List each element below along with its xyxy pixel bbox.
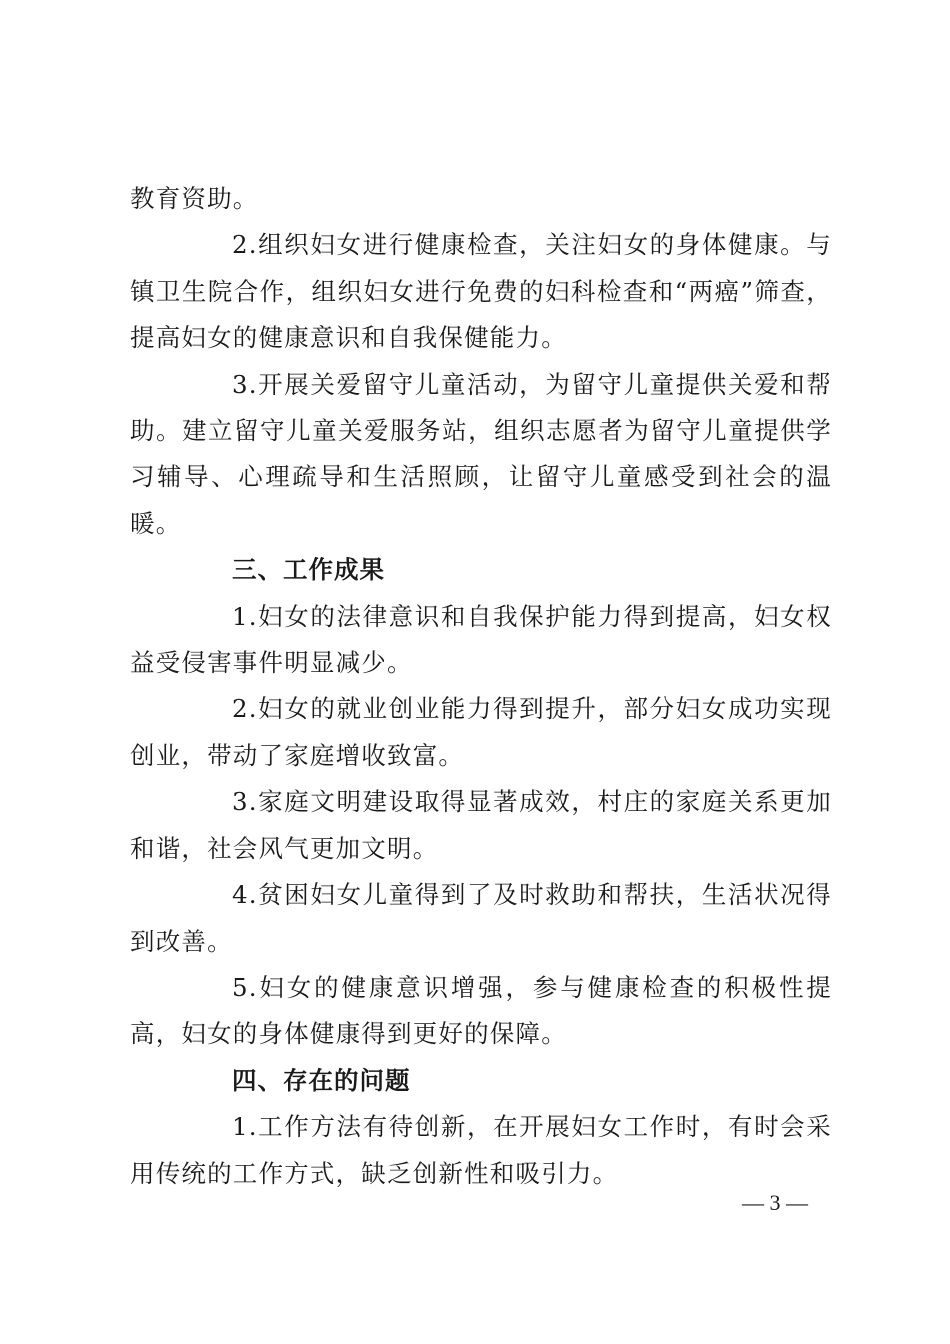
paragraph-result-1: 1.妇女的法律意识和自我保护能力得到提高，妇女权益受侵害事件明显减少。 <box>130 601 832 678</box>
paragraph-result-2: 2.妇女的就业创业能力得到提升，部分妇女成功实现创业，带动了家庭增收致富。 <box>130 694 832 770</box>
document-body <box>130 176 832 1197</box>
section-heading-existing-problems: 四、存在的问题 <box>232 1065 411 1095</box>
paragraph-result-5: 5.妇女的健康意识增强，参与健康检查的积极性提高，妇女的身体健康得到更好的保障。 <box>130 972 832 1049</box>
paragraph-problem-1: 1.工作方法有待创新，在开展妇女工作时，有时会采用传统的工作方式，缺乏创新性和吸引力。 <box>130 1112 832 1188</box>
page-number: — 3 — <box>742 1190 808 1215</box>
paragraph-result-4: 4.贫困妇女儿童得到了及时救助和帮扶，生活状况得到改善。 <box>130 880 832 956</box>
paragraph-continuation: 教育资助。 <box>130 184 259 213</box>
section-heading-work-results: 三、工作成果 <box>232 555 385 585</box>
paragraph-measure-2-health-check: 2.组织妇女进行健康检查，关注妇女的身体健康。与镇卫生院合作，组织妇女进行免费的妇科检查和“两癌”筛查，提高妇女的健康意识和自我保健能力。 <box>130 230 832 353</box>
paragraph-measure-3-left-behind-children: 3.开展关爱留守儿童活动，为留守儿童提供关爱和帮助。建立留守儿童关爱服务站，组织志愿者为留守儿童提供学习辅导、心理疏导和生活照顾，让留守儿童感受到社会的温暖。 <box>130 369 832 538</box>
paragraph-result-3: 3.家庭文明建设取得显著成效，村庄的家庭关系更加和谐，社会风气更加文明。 <box>130 787 832 863</box>
